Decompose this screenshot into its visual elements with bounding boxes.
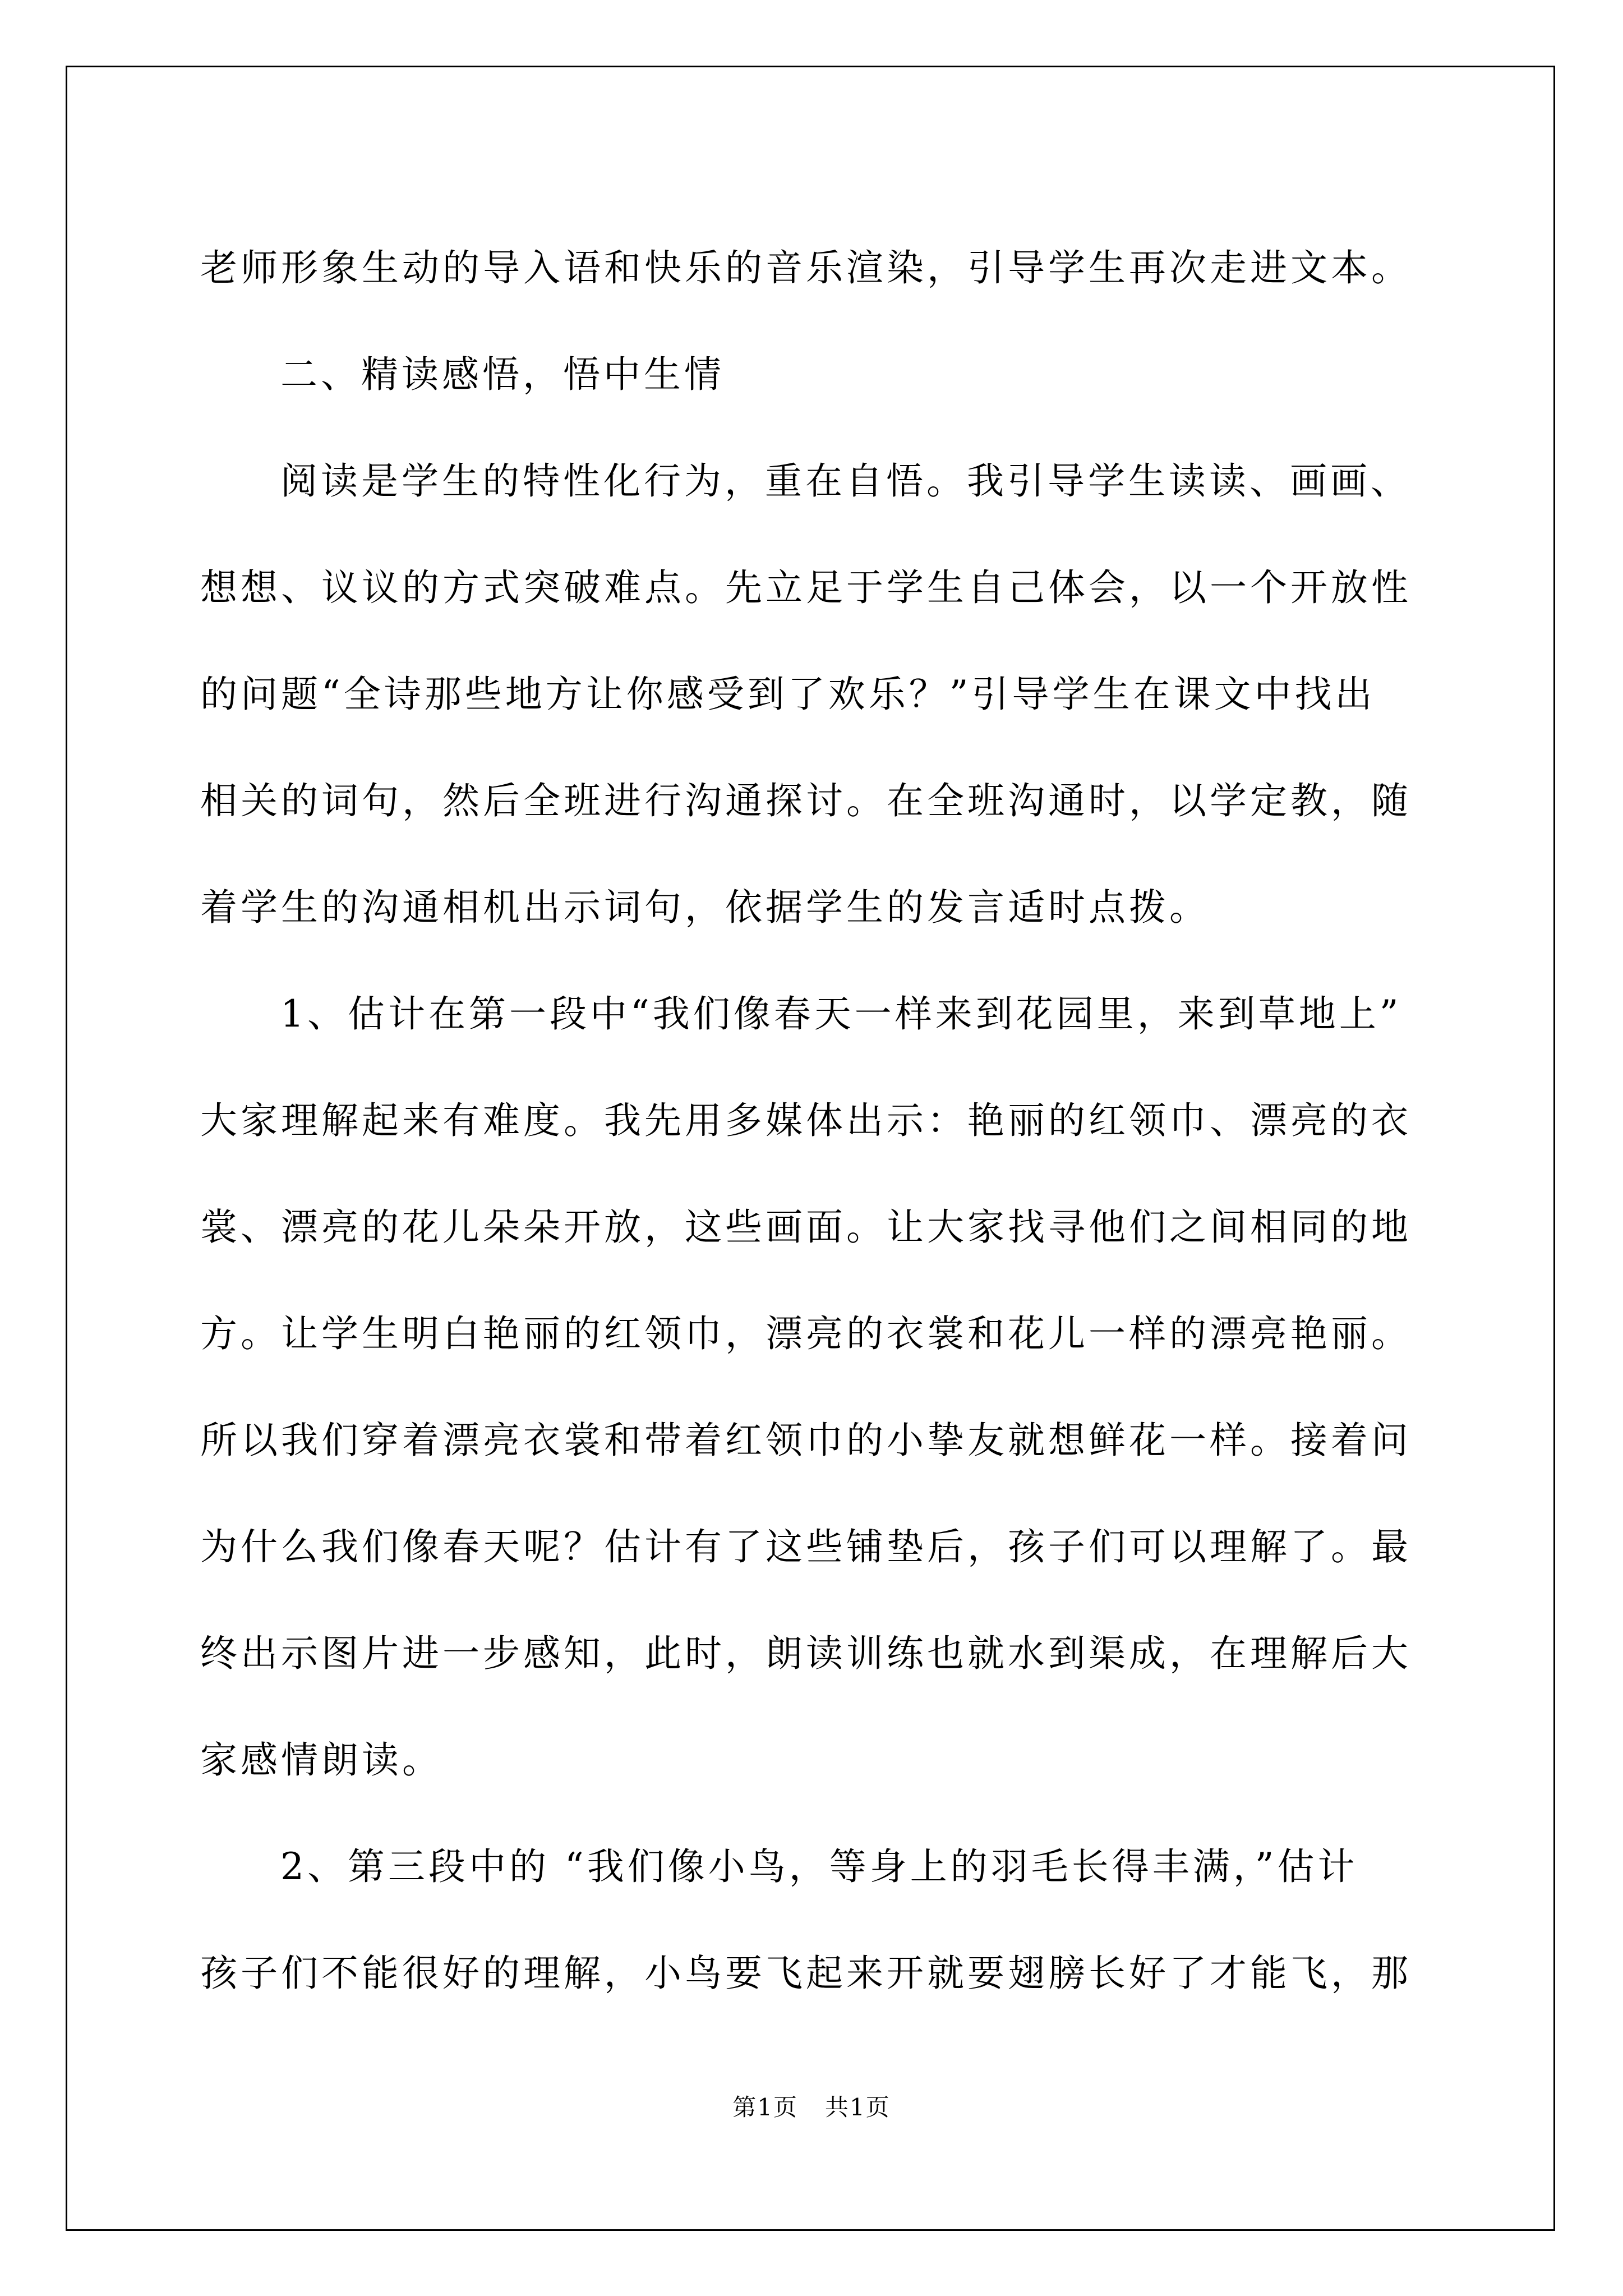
text-line: 想想、议议的方式突破难点。先立足于学生自己体会，以一个开放性 <box>200 566 1412 609</box>
text-line: 裳、漂亮的花儿朵朵开放，这些画面。让大家找寻他们之间相同的地 <box>200 1205 1412 1249</box>
text-line: 阅读是学生的特性化行为，重在自悟。我引导学生读读、画画、 <box>280 459 1411 503</box>
text-line: 所以我们穿着漂亮衣裳和带着红领巾的小挚友就想鲜花一样。接着问 <box>200 1419 1412 1462</box>
document-body <box>200 215 1432 2027</box>
text-line: 孩子们不能很好的理解，小鸟要飞起来开就要翅膀长好了才能飞，那 <box>200 1952 1412 1995</box>
section-heading: 二、精读感悟，悟中生情 <box>280 353 725 396</box>
page-footer <box>0 2089 1623 2123</box>
text-line: 老师形象生动的导入语和快乐的音乐渲染，引导学生再次走进文本。 <box>200 246 1412 289</box>
text-line: 相关的词句，然后全班进行沟通探讨。在全班沟通时，以学定教，随 <box>200 779 1412 822</box>
text-line: 终出示图片进一步感知，此时，朗读训练也就水到渠成，在理解后大 <box>200 1632 1412 1675</box>
text-line: 大家理解起来有难度。我先用多媒体出示：艳丽的红领巾、漂亮的衣 <box>200 1099 1412 1142</box>
text-line: 1、估计在第一段中“我们像春天一样来到花园里，来到草地上” <box>280 992 1402 1036</box>
page-number: 第1页 <box>732 2093 798 2121</box>
text-line: 的问题“全诗那些地方让你感受到了欢乐？”引导学生在课文中找出 <box>200 673 1376 716</box>
text-line: 2、第三段中的 “我们像小鸟，等身上的羽毛长得丰满，”估计 <box>280 1845 1358 1888</box>
text-line: 家感情朗读。 <box>200 1738 442 1782</box>
text-line: 着学生的沟通相机出示词句，依据学生的发言适时点拨。 <box>200 886 1210 929</box>
text-line: 方。让学生明白艳丽的红领巾，漂亮的衣裳和花儿一样的漂亮艳丽。 <box>200 1312 1412 1355</box>
page-total: 共1页 <box>825 2093 891 2121</box>
text-line: 为什么我们像春天呢？估计有了这些铺垫后，孩子们可以理解了。最 <box>200 1525 1412 1568</box>
